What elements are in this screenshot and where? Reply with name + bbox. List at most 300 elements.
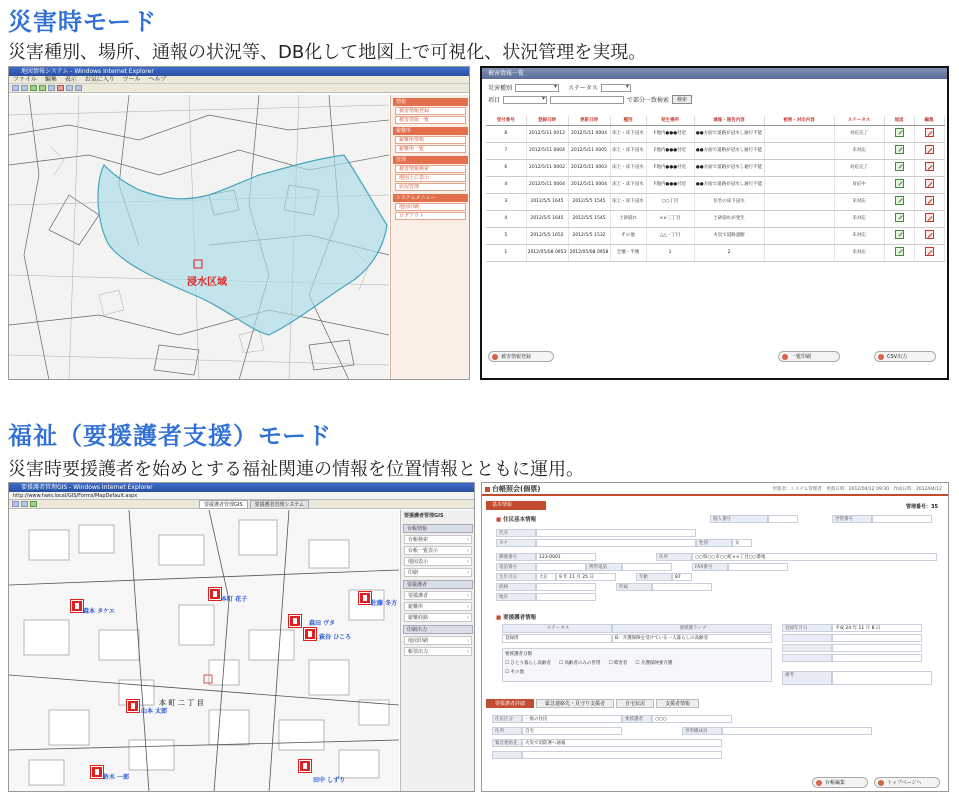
side-group-head: システムメニュー bbox=[393, 194, 468, 202]
field-label: 世帯番号 bbox=[832, 515, 872, 523]
forward-icon[interactable] bbox=[21, 501, 28, 507]
menu-item[interactable]: ヘルプ bbox=[148, 76, 167, 83]
table-row[interactable] bbox=[486, 210, 944, 227]
edit-pencil-icon[interactable] bbox=[925, 128, 934, 137]
field-label: 住所 bbox=[656, 553, 692, 561]
side-group-head: 管理 bbox=[393, 156, 468, 164]
side-menu-button[interactable]: 印刷 › bbox=[404, 568, 472, 577]
field-label: FAX番号 bbox=[692, 563, 728, 571]
resident-marker[interactable] bbox=[304, 628, 316, 640]
welfare-map-window bbox=[8, 482, 475, 792]
type-label: 災害種別 bbox=[488, 85, 513, 92]
category-checkbox[interactable]: ☐ その他 bbox=[505, 670, 524, 675]
resident-marker[interactable] bbox=[299, 760, 311, 772]
table-cell-no: 3 bbox=[486, 193, 526, 210]
field-row bbox=[782, 671, 942, 685]
checkbox-label: 高齢者のみの世帯 bbox=[564, 661, 601, 666]
side-group-head: 台帳情報 bbox=[403, 524, 473, 533]
tab-emergency-contact[interactable]: 緊急連絡先・見守り支援者 bbox=[536, 699, 614, 708]
map-canvas bbox=[9, 510, 399, 792]
kana-field[interactable] bbox=[536, 539, 696, 547]
field-row bbox=[492, 739, 932, 747]
menu-item[interactable]: ファイル bbox=[13, 76, 37, 83]
date-field[interactable] bbox=[832, 654, 922, 662]
resident-type-field[interactable]: 一般の住民 bbox=[522, 715, 622, 723]
table-cell-upd: 2012/5/11 0003 bbox=[568, 159, 610, 176]
field-label: 世帯構成員 bbox=[682, 727, 722, 735]
update-info: 更新者：システム管理者 更新日時：2012/04/12 09:30 作成日時：2012/04/12 bbox=[772, 487, 942, 492]
zoom-in-icon[interactable] bbox=[30, 85, 37, 91]
date-field[interactable] bbox=[832, 644, 922, 652]
table-row[interactable] bbox=[486, 244, 944, 261]
field-row bbox=[502, 624, 772, 633]
field-label bbox=[492, 751, 522, 759]
location-field[interactable]: 自宅 bbox=[522, 727, 622, 735]
side-menu-button[interactable]: 避難所 › bbox=[404, 602, 472, 611]
welfare-mode-description: 災害時要援護者を始めとする福祉関連の情報を位置情報とともに運用。 bbox=[8, 459, 584, 480]
status-select[interactable]: 登録済 bbox=[502, 634, 612, 643]
table-cell-status: 未対応 bbox=[834, 193, 884, 210]
edit-pencil-icon[interactable] bbox=[925, 247, 934, 256]
table-cell-response bbox=[764, 176, 834, 193]
map-cell bbox=[884, 142, 914, 159]
resident-marker[interactable] bbox=[127, 700, 139, 712]
home-icon[interactable] bbox=[30, 501, 37, 507]
field-label: 生年月日 bbox=[496, 573, 536, 581]
area-label: 本 町 二 丁 目 bbox=[159, 699, 204, 707]
search-row-1 bbox=[488, 83, 631, 92]
side-menu-button[interactable]: 地図印刷 › bbox=[404, 636, 472, 645]
column-header[interactable]: 受付番号 bbox=[486, 116, 526, 125]
edit-cell bbox=[914, 125, 944, 142]
table-cell-type: 床上・床下浸水 bbox=[610, 176, 646, 193]
map-view-icon[interactable] bbox=[895, 179, 904, 188]
column-header[interactable]: 通報・報告内容 bbox=[694, 116, 764, 125]
table-cell-no: 7 bbox=[486, 142, 526, 159]
edit-cell bbox=[914, 227, 944, 244]
edit-pencil-icon[interactable] bbox=[925, 145, 934, 154]
table-cell-report: ●●方面で道路が冠水し通行不能 bbox=[694, 125, 764, 142]
layer-icon[interactable] bbox=[75, 85, 82, 91]
field-label bbox=[782, 644, 832, 652]
table-cell-upd: 2012/05/08 0958 bbox=[568, 244, 610, 261]
column-header[interactable]: 被害・対応内容 bbox=[764, 116, 834, 125]
resident-marker[interactable] bbox=[359, 592, 371, 604]
table-cell-no: 4 bbox=[486, 210, 526, 227]
disaster-mode-description: 災害種別、場所、通報の状況等、DB化して地図上で可視化、状況管理を実現。 bbox=[8, 42, 647, 63]
browser-tab[interactable]: 要援護者管理GIS bbox=[199, 500, 248, 509]
field-row bbox=[710, 515, 830, 523]
menu-item[interactable]: ツール bbox=[122, 76, 141, 83]
table-cell-type: 床上・床下浸水 bbox=[610, 125, 646, 142]
back-to-register-button[interactable]: 被害情報登録 bbox=[488, 351, 554, 362]
table-cell-reg: 2012/5/11 0004 bbox=[526, 142, 568, 159]
checkbox-label: 障害者 bbox=[613, 661, 628, 666]
table-row[interactable] bbox=[486, 227, 944, 244]
management-id-label: 管理番号： bbox=[906, 504, 932, 510]
side-menu-button[interactable]: 帳票出力 › bbox=[404, 647, 472, 656]
table-cell-place: 1 bbox=[646, 244, 694, 261]
checkbox-label: 介護保険要介護 bbox=[640, 661, 673, 666]
table-cell-report: ●●方面で道路が冠水し通行不能 bbox=[694, 159, 764, 176]
resident-marker[interactable] bbox=[91, 766, 103, 778]
field-row bbox=[492, 727, 932, 735]
category-label: 要援護者分類 bbox=[505, 652, 532, 657]
table-cell-reg: 2012/5/5 1645 bbox=[526, 193, 568, 210]
search-row-2 bbox=[488, 95, 692, 104]
side-menu-button[interactable]: 避難所一覧 bbox=[395, 145, 466, 153]
section-support-info: ■ 要援護者情報 bbox=[496, 613, 536, 621]
map-view-icon[interactable] bbox=[895, 128, 904, 137]
field-label: 住民区分 bbox=[492, 715, 522, 723]
table-cell-place: F地内●●●付近 bbox=[646, 159, 694, 176]
csv-export-button[interactable]: CSV出力 bbox=[874, 351, 936, 362]
address-field[interactable]: ○○県○○市○○町××丁目○○番地 bbox=[692, 553, 937, 561]
table-cell-upd: 2012/5/5 1532 bbox=[568, 227, 610, 244]
status-select[interactable] bbox=[601, 84, 631, 92]
field-row bbox=[496, 563, 940, 571]
keyword-input[interactable] bbox=[550, 96, 624, 104]
checkbox-label: その他 bbox=[510, 670, 524, 675]
pan-icon[interactable] bbox=[48, 85, 55, 91]
side-group-head: 情報 bbox=[393, 98, 468, 106]
column-header[interactable]: 更新日時 bbox=[568, 116, 610, 125]
management-id bbox=[906, 503, 938, 510]
menu-item[interactable]: お気に入り bbox=[84, 76, 115, 83]
resident-marker[interactable] bbox=[289, 615, 301, 627]
side-group-head: 避難所 bbox=[393, 127, 468, 135]
field-label: 個人番号 bbox=[710, 515, 768, 523]
map-cell bbox=[884, 159, 914, 176]
table-cell-report: ●●方面で道路が冠水し通行不能 bbox=[694, 142, 764, 159]
map-view-icon[interactable] bbox=[895, 230, 904, 239]
status-label: ステータス bbox=[568, 85, 598, 92]
table-cell-report: 住宅の床下浸水 bbox=[694, 193, 764, 210]
category-checkbox[interactable]: ☐ ひとり暮らし高齢者 bbox=[505, 661, 551, 666]
table-cell-reg: 2012/5/11 0002 bbox=[526, 159, 568, 176]
category-checkbox[interactable]: ☐ 障害者 bbox=[608, 661, 628, 666]
field-label: 住所 bbox=[492, 727, 522, 735]
table-cell-status: 未対応 bbox=[834, 142, 884, 159]
field-label: 携帯電話 bbox=[586, 563, 622, 571]
tab-home-status[interactable]: 自宅状況 bbox=[616, 699, 654, 708]
damage-list-window bbox=[480, 66, 949, 380]
print-icon[interactable] bbox=[66, 85, 73, 91]
table-cell-status: 対応完了 bbox=[834, 125, 884, 142]
edit-cell bbox=[914, 176, 944, 193]
map-view-icon[interactable] bbox=[895, 247, 904, 256]
detail-tabs bbox=[486, 699, 699, 708]
section-resident-info: ■ 住民基本情報 bbox=[496, 515, 536, 523]
side-menu-button[interactable]: 台帳検索 › bbox=[404, 535, 472, 544]
map-cell bbox=[884, 125, 914, 142]
edit-pencil-icon[interactable] bbox=[925, 179, 934, 188]
table-cell-report: 2 bbox=[694, 244, 764, 261]
rank-select[interactable]: B：介護保険を受けている一人暮らしの高齢者 bbox=[612, 634, 772, 643]
column-header: 地図 bbox=[884, 116, 914, 125]
side-menu-button[interactable]: 被害情報検索 bbox=[395, 165, 466, 173]
category-checkbox[interactable]: ☐ 介護保険要介護 bbox=[635, 661, 673, 666]
field-label: 備考 bbox=[782, 671, 832, 685]
field-label: 郵便番号 bbox=[496, 553, 536, 561]
side-menu-button[interactable]: 避難所情報 bbox=[395, 136, 466, 144]
table-cell-reg: 2012/5/5 1645 bbox=[526, 210, 568, 227]
table-cell-report: 火災で道路遮断 bbox=[694, 227, 764, 244]
table-cell-type: 床上・床下浸水 bbox=[610, 159, 646, 176]
field-label: 所属 bbox=[616, 583, 652, 591]
table-row[interactable] bbox=[486, 159, 944, 176]
table-cell-response bbox=[764, 244, 834, 261]
field-label: カナ bbox=[496, 539, 536, 547]
search-button[interactable]: 検索 bbox=[672, 95, 692, 104]
disaster-map[interactable] bbox=[9, 95, 389, 380]
side-menu-button[interactable]: 避難経路 › bbox=[404, 613, 472, 622]
menu-item[interactable]: 編集 bbox=[44, 76, 57, 83]
ledger-form-window bbox=[481, 482, 949, 792]
postal-field[interactable]: 123-0001 bbox=[536, 553, 596, 561]
table-cell-type: 全壊・半壊 bbox=[610, 244, 646, 261]
category-checkbox-group bbox=[502, 648, 772, 682]
side-menu-button[interactable]: 被害情報一覧 bbox=[395, 116, 466, 124]
field-label: ステータス bbox=[502, 624, 612, 633]
table-cell-type: その他 bbox=[610, 227, 646, 244]
table-cell-no: 5 bbox=[486, 227, 526, 244]
date-field[interactable] bbox=[832, 634, 922, 642]
table-cell-status: 未対応 bbox=[834, 210, 884, 227]
table-cell-place: △△一丁目 bbox=[646, 227, 694, 244]
side-panel-title: 要援護者管理GIS bbox=[404, 513, 444, 519]
type-select[interactable] bbox=[515, 84, 559, 92]
edit-cell bbox=[914, 210, 944, 227]
phone-field[interactable] bbox=[536, 563, 586, 571]
side-menu-button[interactable]: 地図表示 › bbox=[404, 557, 472, 566]
column-header[interactable]: 種別 bbox=[610, 116, 646, 125]
field-row bbox=[496, 573, 940, 581]
field-row bbox=[496, 539, 940, 547]
map-cell bbox=[884, 193, 914, 210]
table-cell-place: ××三丁目 bbox=[646, 210, 694, 227]
field-label: 性別 bbox=[696, 539, 732, 547]
management-id-value: 35 bbox=[931, 504, 938, 510]
keyword-hint: で部分一致検索 bbox=[627, 97, 670, 104]
edit-cell bbox=[914, 193, 944, 210]
menu-item[interactable]: 表示 bbox=[64, 76, 77, 83]
field-label: 氏名 bbox=[496, 529, 536, 537]
browser-tab[interactable]: 要援護者管理システム bbox=[250, 500, 310, 509]
emergency-field[interactable]: 火災で消防署へ通報 bbox=[522, 739, 722, 747]
zoom-out-icon[interactable] bbox=[39, 85, 46, 91]
side-menu-button[interactable]: 地図上に表示 bbox=[395, 174, 466, 182]
resident-label: 萩谷 ひころ bbox=[319, 634, 352, 641]
table-cell-upd: 2012/5/11 0004 bbox=[568, 176, 610, 193]
supported-person-field[interactable]: ○○○ bbox=[652, 715, 732, 723]
table-cell-upd: 2012/5/5 1545 bbox=[568, 193, 610, 210]
map-cell bbox=[884, 227, 914, 244]
affiliation-field[interactable] bbox=[652, 583, 712, 591]
resident-label: 本町 花子 bbox=[221, 596, 248, 603]
relation-field[interactable] bbox=[536, 583, 596, 591]
field-label bbox=[782, 634, 832, 642]
map-view-icon[interactable] bbox=[895, 162, 904, 171]
damage-list-table bbox=[486, 116, 945, 262]
edit-cell bbox=[914, 244, 944, 261]
edit-cell bbox=[914, 142, 944, 159]
field-label: 年齢 bbox=[636, 573, 672, 581]
register-date-field[interactable]: 平成 24 年 11 月 8 日 bbox=[832, 624, 922, 632]
table-cell-upd: 2012/5/11 0004 bbox=[568, 125, 610, 142]
window-titlebar: 地図情報システム - Windows Internet Explorer bbox=[9, 67, 469, 76]
resident-label: 田中 しずり bbox=[313, 777, 346, 784]
resident-label: 森田 ヴタ bbox=[309, 620, 336, 627]
note-field[interactable] bbox=[832, 671, 932, 685]
age-field[interactable]: 87 bbox=[672, 573, 692, 581]
forward-icon[interactable] bbox=[21, 85, 28, 91]
table-row[interactable] bbox=[486, 176, 944, 193]
window-titlebar: 要援護者管理GIS - Windows Internet Explorer bbox=[9, 483, 474, 492]
field-label: 続柄 bbox=[496, 583, 536, 591]
table-cell-report: ●●方面で道路が冠水し通行不能 bbox=[694, 176, 764, 193]
table-row[interactable] bbox=[486, 193, 944, 210]
resident-label: 森本 タケエ bbox=[83, 608, 115, 615]
field-row bbox=[782, 654, 942, 662]
field-row bbox=[492, 751, 932, 759]
household-field[interactable] bbox=[722, 727, 872, 735]
back-icon[interactable] bbox=[12, 85, 19, 91]
checkbox-label: ひとり暮らし高齢者 bbox=[510, 661, 551, 666]
print-list-button[interactable]: 一覧印刷 bbox=[778, 351, 840, 362]
table-cell-place: F地内●●●付近 bbox=[646, 176, 694, 193]
disaster-mode-title: 災害時モード bbox=[8, 8, 158, 36]
gender-field[interactable]: 女 bbox=[732, 539, 752, 547]
item-select[interactable] bbox=[503, 96, 547, 104]
category-checkbox[interactable]: ☐ 高齢者のみの世帯 bbox=[558, 661, 601, 666]
table-cell-place: ○○丁目 bbox=[646, 193, 694, 210]
table-cell-response bbox=[764, 125, 834, 142]
disaster-map-window bbox=[8, 66, 470, 380]
panel-title: 被害情報一覧 bbox=[482, 68, 947, 79]
map-canvas bbox=[9, 95, 389, 380]
column-header[interactable]: ステータス bbox=[834, 116, 884, 125]
field-label: 緊急連絡先 bbox=[492, 739, 522, 747]
extra-field[interactable] bbox=[522, 751, 722, 759]
side-menu-button[interactable]: 被害情報登録 bbox=[395, 107, 466, 115]
map-cell bbox=[884, 244, 914, 261]
table-cell-reg: 2012/05/08 0953 bbox=[526, 244, 568, 261]
edit-pencil-icon[interactable] bbox=[925, 213, 934, 222]
edit-pencil-icon[interactable] bbox=[925, 230, 934, 239]
side-menu-button[interactable]: ログアウト bbox=[395, 212, 466, 220]
menu-bar bbox=[9, 76, 469, 84]
field-label: 登録年月日 bbox=[782, 624, 832, 632]
district-field[interactable] bbox=[536, 593, 596, 601]
side-group-head: 印刷出力 bbox=[403, 625, 473, 634]
edit-pencil-icon[interactable] bbox=[925, 196, 934, 205]
back-icon[interactable] bbox=[12, 501, 19, 507]
map-view-icon[interactable] bbox=[895, 213, 904, 222]
table-cell-response bbox=[764, 142, 834, 159]
field-label: 電話番号 bbox=[496, 563, 536, 571]
field-row bbox=[782, 624, 942, 632]
side-menu-button[interactable]: 地図印刷 bbox=[395, 203, 466, 211]
map-cell bbox=[884, 176, 914, 193]
table-cell-response bbox=[764, 193, 834, 210]
back-to-top-button[interactable]: トップページへ bbox=[874, 777, 940, 788]
map-view-icon[interactable] bbox=[895, 145, 904, 154]
table-cell-report: 土砂崩れが発生 bbox=[694, 210, 764, 227]
field-label: 要援護者 bbox=[622, 715, 652, 723]
damage-list-body bbox=[486, 125, 944, 261]
measure-icon[interactable] bbox=[57, 85, 64, 91]
side-group-head: 要援護者 bbox=[403, 580, 473, 589]
field-value[interactable] bbox=[872, 515, 932, 523]
fax-field[interactable] bbox=[728, 563, 788, 571]
side-menu-button[interactable]: 要援護者 › bbox=[404, 591, 472, 600]
resident-label: 山本 太郎 bbox=[141, 708, 168, 715]
tab-supporter-info[interactable]: 支援者情報 bbox=[656, 699, 699, 708]
table-cell-status: 対応完了 bbox=[834, 159, 884, 176]
address-bar[interactable]: http://www.hwis.local/GIS/Forms/MapDefault.aspx bbox=[9, 492, 474, 500]
map-cell bbox=[884, 210, 914, 227]
column-header[interactable]: 登録日時 bbox=[526, 116, 568, 125]
map-view-icon[interactable] bbox=[895, 196, 904, 205]
edit-pencil-icon[interactable] bbox=[925, 162, 934, 171]
table-cell-response bbox=[764, 227, 834, 244]
table-cell-type: 床上・床下浸水 bbox=[610, 142, 646, 159]
field-label: 地区 bbox=[496, 593, 536, 601]
table-cell-no: 8 bbox=[486, 125, 526, 142]
column-header[interactable]: 発生場所 bbox=[646, 116, 694, 125]
edit-cell bbox=[914, 159, 944, 176]
field-row bbox=[496, 553, 940, 561]
table-header-row bbox=[486, 116, 944, 125]
tab-support-detail[interactable]: 要援護者詳細 bbox=[486, 699, 534, 708]
name-field[interactable] bbox=[536, 529, 696, 537]
table-cell-reg: 2012/5/11 0012 bbox=[526, 125, 568, 142]
side-menu-button[interactable]: 台帳一覧表示 › bbox=[404, 546, 472, 555]
resident-label: 佐藤 冬方 bbox=[371, 600, 398, 607]
welfare-mode-title: 福祉（要援護者支援）モード bbox=[8, 422, 333, 450]
side-menu-button[interactable]: 状況管理 bbox=[395, 183, 466, 191]
field-label: 要援護ランク bbox=[612, 624, 772, 633]
table-cell-reg: 2012/5/5 1652 bbox=[526, 227, 568, 244]
table-cell-response bbox=[764, 159, 834, 176]
tab-basic-info[interactable]: 基本情報 bbox=[486, 501, 546, 510]
table-row[interactable] bbox=[486, 142, 944, 159]
field-row bbox=[496, 583, 940, 591]
edit-ledger-button[interactable]: 台帳編集 bbox=[812, 777, 868, 788]
field-row bbox=[502, 634, 772, 643]
field-row bbox=[496, 593, 940, 601]
table-row[interactable] bbox=[486, 125, 944, 142]
table-cell-no: 4 bbox=[486, 176, 526, 193]
mobile-field[interactable] bbox=[622, 563, 672, 571]
welfare-map[interactable] bbox=[9, 510, 399, 792]
table-cell-upd: 2012/5/5 1545 bbox=[568, 210, 610, 227]
flood-area-label: 浸水区域 bbox=[187, 277, 227, 288]
table-cell-place: F地内●●●付近 bbox=[646, 142, 694, 159]
resident-marker[interactable] bbox=[71, 600, 83, 612]
dob-era-field[interactable]: 大正 bbox=[536, 573, 556, 581]
field-value[interactable] bbox=[768, 515, 798, 523]
field-row bbox=[496, 529, 940, 537]
disaster-side-panel bbox=[390, 95, 470, 380]
resident-marker[interactable] bbox=[209, 588, 221, 600]
map-toolbar bbox=[9, 84, 469, 93]
column-header: 編集 bbox=[914, 116, 944, 125]
table-cell-status: 未対応 bbox=[834, 227, 884, 244]
dob-field[interactable]: 9 年 11 月 25 日 bbox=[556, 573, 616, 581]
field-row bbox=[492, 715, 932, 723]
